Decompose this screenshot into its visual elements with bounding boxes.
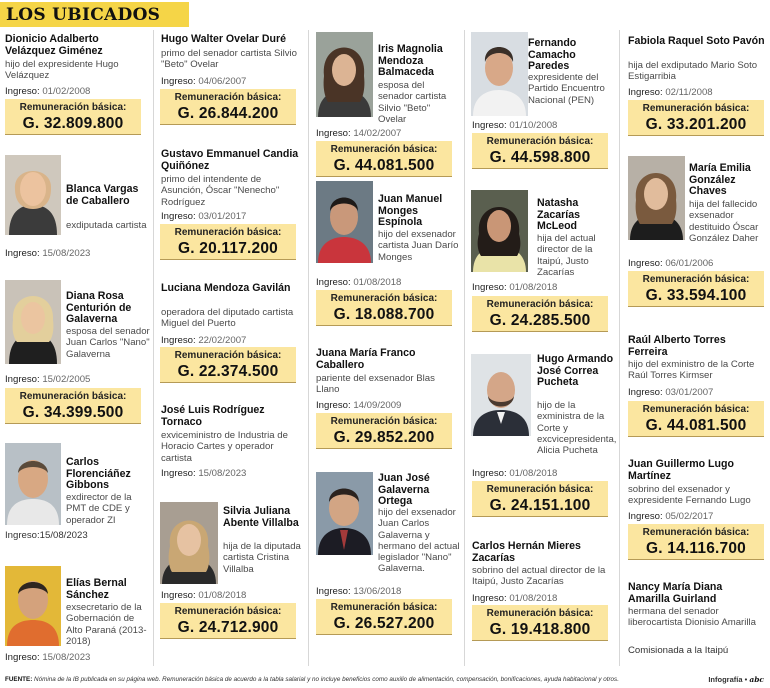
salary-value: G. 34.399.500: [22, 404, 124, 421]
source-footer: [5, 676, 619, 683]
entry-date: Ingreso: 14/02/2007: [316, 128, 402, 139]
salary-box: Remuneración básica: G. 22.374.500: [160, 347, 296, 383]
salary-value: G. 20.117.200: [178, 240, 278, 257]
portrait-photo: [5, 566, 61, 646]
person-name: Iris Magnolia Mendoza Balmaceda: [378, 43, 443, 78]
salary-value: G. 24.285.500: [489, 312, 591, 329]
credit: [708, 675, 764, 684]
credit-label: Infografía •: [708, 675, 748, 684]
person-description: operadora del diputado cartista Miguel del Puerto: [161, 307, 294, 330]
entry-date: Ingreso: 15/08/2023: [5, 652, 91, 663]
portrait-photo: [471, 354, 531, 436]
entry-date: Ingreso: 01/02/2008: [5, 86, 91, 97]
salary-value: G. 14.116.700: [646, 540, 746, 557]
salary-value: G. 44.598.800: [489, 149, 591, 166]
entry-date: Ingreso: 01/08/2018: [472, 593, 558, 604]
portrait-photo: [316, 181, 373, 263]
column-divider: [153, 30, 154, 666]
salary-box: Remuneración básica: G. 24.285.500: [472, 296, 608, 332]
salary-value: G. 18.088.700: [333, 306, 435, 323]
salary-box: Remuneración básica: G. 29.852.200: [316, 413, 452, 449]
salary-box: Remuneración básica: G. 24.712.900: [160, 603, 296, 639]
assignment-note: Comisionada a la Itaipú: [628, 645, 729, 656]
salary-value: G. 22.374.500: [177, 363, 279, 380]
entry-date: Ingreso: 01/08/2018: [472, 468, 558, 479]
portrait-photo: [5, 280, 61, 364]
person-description: exdirector de la PMT de CDE y operador ZI: [66, 492, 132, 526]
person-description: exdiputada cartista: [66, 220, 147, 231]
salary-box: Remuneración básica: G. 44.081.500: [628, 401, 764, 437]
entry-date: Ingreso: 01/08/2018: [161, 590, 247, 601]
salary-value: G. 33.594.100: [645, 287, 747, 304]
person-name: Nancy María Diana Amarilla Guirland: [628, 581, 723, 605]
person-description: esposa del senador cartista Silvio "Beto" Ovelar: [378, 80, 447, 125]
person-description: exviceministro de Industria de Horacio Cartes y operador cartista: [161, 430, 288, 464]
entry-date: Ingreso: 01/08/2018: [316, 277, 402, 288]
salary-value: G. 26.844.200: [177, 105, 279, 122]
entry-date: Ingreso: 22/02/2007: [161, 335, 247, 346]
salary-box: Remuneración básica: G. 33.594.100: [628, 271, 764, 307]
person-description: hijo del expresidente Hugo Velázquez: [5, 59, 119, 82]
salary-value: G. 26.527.200: [333, 615, 435, 632]
portrait-photo: [316, 32, 373, 117]
source-label: FUENTE:: [5, 676, 33, 683]
person-description: primo del senador cartista Silvio "Beto" Ovelar: [161, 48, 297, 71]
salary-value: G. 29.852.200: [333, 429, 435, 446]
salary-box: Remuneración básica: G. 33.201.200: [628, 100, 764, 136]
entry-date: Ingreso: 03/01/2007: [628, 387, 714, 398]
person-description: primo del intendente de Asunción, Óscar "Nenecho" Rodríguez: [161, 174, 280, 208]
person-name: José Luis Rodríguez Tornaco: [161, 404, 265, 428]
salary-box: Remuneración básica: G. 14.116.700: [628, 524, 764, 560]
salary-box: Remuneración básica: G. 34.399.500: [5, 388, 141, 424]
salary-value: G. 32.809.800: [22, 115, 124, 132]
person-name: Dionicio Adalberto Velázquez Giménez: [5, 33, 103, 57]
salary-box: Remuneración básica: G. 19.418.800: [472, 605, 608, 641]
salary-box: Remuneración básica: G. 44.081.500: [316, 141, 452, 177]
salary-box: Remuneración básica: G. 26.527.200: [316, 599, 452, 635]
column-divider: [619, 30, 620, 666]
entry-date: Ingreso: 15/08/2023: [5, 248, 91, 259]
salary-box: Remuneración básica: G. 44.598.800: [472, 133, 608, 169]
person-name: Carlos Hernán Mieres Zacarías: [472, 540, 581, 564]
portrait-photo: [316, 472, 373, 555]
column-divider: [308, 30, 309, 666]
person-description: hija del actual director de la Itaipú, Justo Zacarías: [537, 233, 596, 278]
salary-box: Remuneración básica: G. 18.088.700: [316, 290, 452, 326]
person-name: Silvia Juliana Abente Villalba: [223, 505, 299, 529]
person-description: hijo de la exministra de la Corte y excvicepresidenta, Alicia Pucheta: [537, 400, 617, 457]
salary-value: G. 44.081.500: [645, 417, 747, 434]
entry-date: Ingreso: 14/09/2009: [316, 400, 402, 411]
entry-date: Ingreso: 13/06/2018: [316, 586, 402, 597]
entry-date: Ingreso: 15/02/2005: [5, 374, 91, 385]
person-description: hija del exdiputado Mario Soto Estigarribia: [628, 60, 758, 83]
salary-box: Remuneración básica: G. 24.151.100: [472, 481, 608, 517]
salary-box: Remuneración básica: G. 26.844.200: [160, 89, 296, 125]
person-name: Luciana Mendoza Gavilán: [161, 282, 291, 294]
person-description: hijo del exsenador cartista Juan Darío Monges: [378, 229, 459, 263]
source-text: Nómina de la IB publicada en su página web. Remuneración básica de acuerdo a la tabla salarial y no incluye beneficios como auxilio de alimentación, compensación, bonificaciones, ayuda habitacional y otros.: [34, 676, 619, 683]
person-name: Juan José Galaverna Ortega: [378, 472, 430, 507]
salary-value: G. 33.201.200: [645, 116, 747, 133]
person-description: sobrino del exsenador y expresidente Fernando Lugo: [628, 484, 751, 507]
column-divider: [464, 30, 465, 666]
person-name: Elías Bernal Sánchez: [66, 577, 127, 601]
person-description: expresidente del Partido Encuentro Nacional (PEN): [528, 72, 605, 106]
salary-value: G. 44.081.500: [333, 157, 435, 174]
person-name: Carlos Florenciáñez Gibbons: [66, 456, 131, 491]
header-title-bar: [0, 2, 189, 27]
person-description: exsecretario de la Gobernación de Alto Paraná (2013-2018): [66, 602, 147, 647]
entry-date: Ingreso: 03/01/2017: [161, 211, 247, 222]
page-title: LOS UBICADOS: [6, 5, 161, 25]
person-name: Juan Manuel Monges Espínola: [378, 193, 443, 228]
portrait-photo: [160, 502, 218, 584]
brand-logo: abc: [749, 675, 764, 684]
person-name: Hugo Armando José Correa Pucheta: [537, 353, 614, 388]
person-name: Blanca Vargas de Caballero: [66, 183, 139, 207]
entry-date: Ingreso: 01/10/2008: [472, 120, 558, 131]
salary-value: G. 19.418.800: [489, 621, 591, 638]
person-name: Fabiola Raquel Soto Pavón: [628, 35, 765, 47]
person-name: María Emilia González Chaves: [689, 162, 751, 197]
person-description: esposa del senador Juan Carlos "Nano" Galaverna: [66, 326, 150, 360]
entry-date: Ingreso: 04/06/2007: [161, 76, 247, 87]
person-name: Diana Rosa Centurión de Galaverna: [66, 290, 132, 325]
portrait-photo: [5, 443, 61, 525]
person-description: hijo del exministro de la Corte Raúl Torres Kirmser: [628, 359, 755, 382]
entry-date: Ingreso: 06/01/2006: [628, 258, 714, 269]
person-description: hija del fallecido exsenador destituido Óscar González Daher: [689, 199, 759, 244]
salary-value: G. 24.151.100: [489, 497, 591, 514]
person-name: Juan Guillermo Lugo Martínez: [628, 458, 734, 482]
person-name: Juana María Franco Caballero: [316, 347, 416, 371]
portrait-photo: [5, 155, 61, 235]
person-name: Gustavo Emmanuel Candia Quiñónez: [161, 148, 299, 172]
person-name: Fernando Camacho Paredes: [528, 37, 577, 72]
person-name: Natasha Zacarías McLeod: [537, 197, 580, 232]
entry-date: Ingreso:15/08/2023: [5, 530, 88, 541]
person-description: hermana del senador liberocartista Dionisio Amarilla: [628, 606, 756, 629]
person-description: pariente del exsenador Blas Llano: [316, 373, 435, 396]
portrait-photo: [471, 190, 528, 272]
portrait-photo: [471, 32, 528, 116]
person-name: Hugo Walter Ovelar Duré: [161, 33, 286, 45]
entry-date: Ingreso: 15/08/2023: [161, 468, 247, 479]
person-description: hija de la diputada cartista Cristina Villalba: [223, 541, 301, 575]
entry-date: Ingreso: 05/02/2017: [628, 511, 714, 522]
salary-box: Remuneración básica: G. 32.809.800: [5, 99, 141, 135]
person-description: hijo del exsenador Juan Carlos Galaverna y hermano del actual legislador "Nano" Galaverna.: [378, 507, 460, 575]
salary-value: G. 24.712.900: [177, 619, 279, 636]
salary-box: Remuneración básica: G. 20.117.200: [160, 224, 296, 260]
entry-date: Ingreso: 02/11/2008: [628, 87, 713, 98]
person-description: sobrino del actual director de la Itaipú, Justo Zacarías: [472, 565, 606, 588]
portrait-photo: [628, 156, 685, 240]
person-name: Raúl Alberto Torres Ferreira: [628, 334, 726, 358]
entry-date: Ingreso: 01/08/2018: [472, 282, 558, 293]
